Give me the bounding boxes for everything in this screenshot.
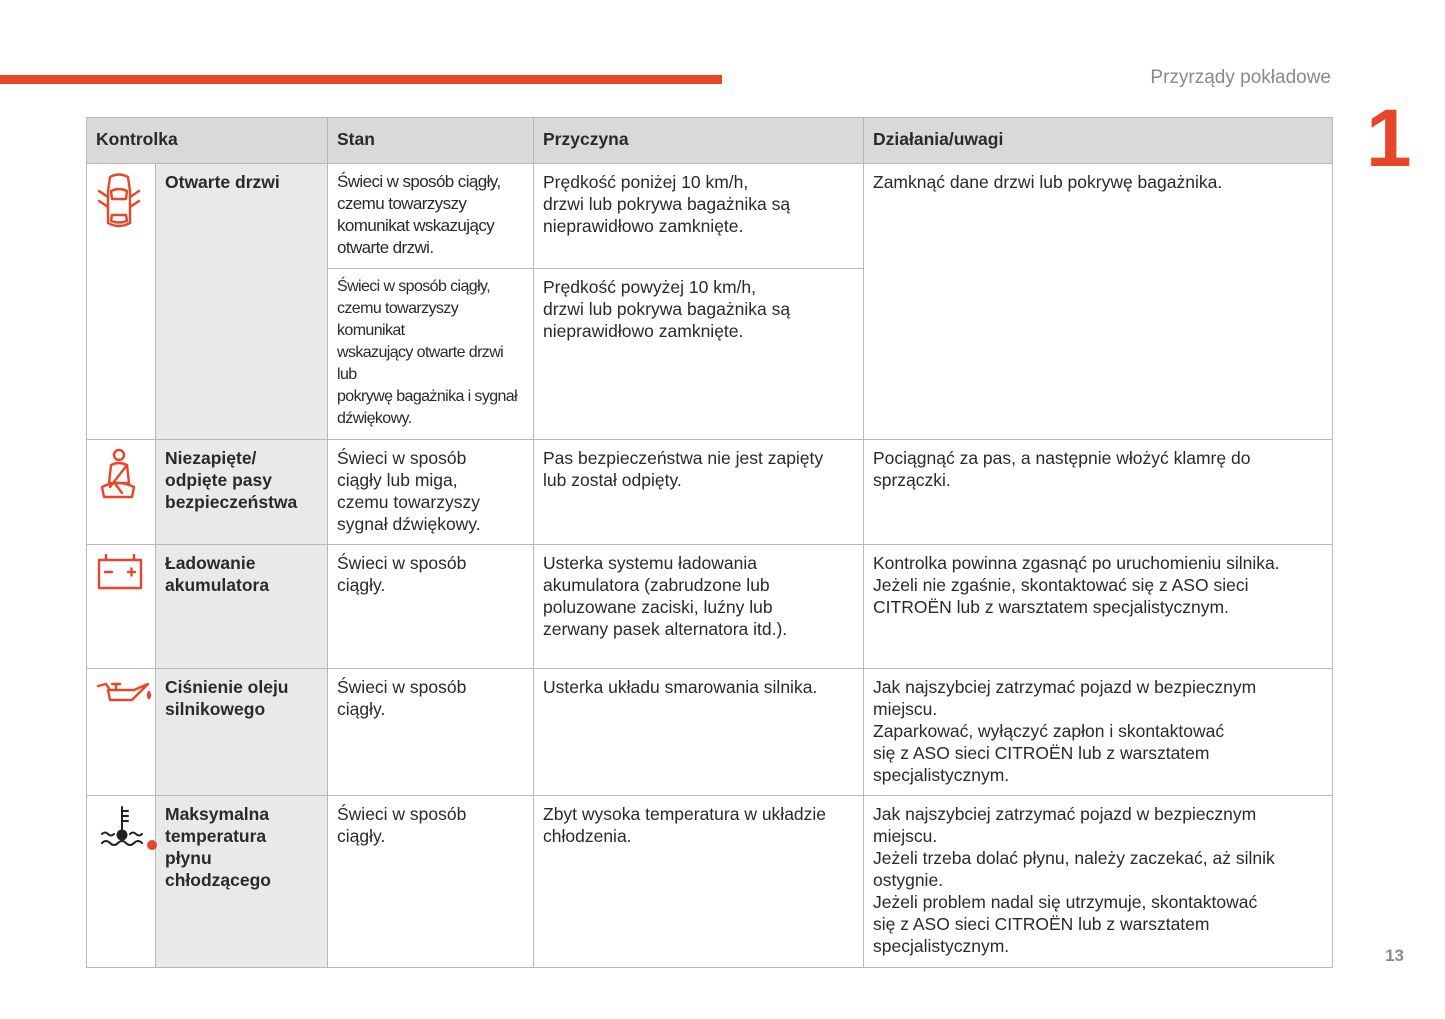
text-line: Świeci w sposób ciągły, [337,278,491,295]
icon-cell [87,796,156,968]
text-line: Jeżeli problem nadal się utrzymuje, skontaktować [873,892,1258,912]
stan-cell [328,669,534,796]
text-line: poluzowane zaciski, luźny lub [543,597,773,617]
text-line: zerwany pasek alternatora itd.). [543,619,788,639]
text-line: Pas bezpieczeństwa nie jest zapięty [543,448,824,468]
text-line: Świeci w sposób [337,553,467,573]
text-line: Prędkość powyżej 10 km/h, [543,277,757,297]
stan-cell [328,164,534,269]
row-name [156,669,328,796]
text-line: chłodzenia. [543,826,632,846]
text-line: się z ASO sieci CITROËN lub z warsztatem [873,914,1210,934]
przyczyna-cell [534,164,864,269]
text-line: ciągły. [337,826,386,846]
text-line: specjalistycznym. [873,936,1010,956]
header-dzialania: Działania/uwagi [864,118,1333,164]
oil-pressure-icon [96,676,152,706]
stan-cell [328,440,534,545]
table-row [87,164,1333,269]
text-line: wskazujący otwarte drzwi lub [337,344,504,383]
text-line: dźwiękowy. [337,410,412,427]
text-line: Ładowanie [165,553,256,573]
przyczyna-cell [534,796,864,968]
text-line: Niezapięte/ [165,448,257,468]
open-door-icon [96,171,142,233]
table-row [87,796,1333,968]
text-line: nieprawidłowo zamknięte. [543,216,744,236]
text-line: Maksymalna [165,804,270,824]
text-line: miejscu. [873,699,938,719]
text-line: czemu towarzyszy komunikat [337,300,459,339]
icon-cell [87,545,156,669]
text-line: ciągły. [337,699,386,719]
text-line: lub został odpięty. [543,470,682,490]
text-line: Jeżeli nie zgaśnie, skontaktować się z ASO sieci [873,575,1249,595]
text-line: sygnał dźwiękowy. [337,514,481,534]
przyczyna-cell [534,269,864,440]
text-line: temperatura [165,826,267,846]
top-accent-bar [0,75,722,84]
text-line: Usterka systemu ładowania [543,553,757,573]
icon-cell [87,164,156,440]
text-line: Świeci w sposób [337,677,467,697]
text-line: akumulatora [165,575,270,595]
text-line: Usterka układu smarowania silnika. [543,677,818,697]
text-line: Jak najszybciej zatrzymać pojazd w bezpiecznym [873,804,1257,824]
text-line: sprzączki. [873,470,951,490]
dzialania-cell [864,164,1333,440]
text-line: Świeci w sposób [337,804,467,824]
text-line: Zaparkować, wyłączyć zapłon i skontaktować [873,721,1225,741]
dzialania-cell [864,440,1333,545]
table-row [87,440,1333,545]
text-line: odpięte pasy [165,470,272,490]
header-stan: Stan [328,118,534,164]
stan-cell [328,796,534,968]
row-name [156,545,328,669]
text-line: ostygnie. [873,870,944,890]
table-row [87,669,1333,796]
stan-cell [328,269,534,440]
dzialania-cell [864,669,1333,796]
text-line: czemu towarzyszy [337,194,467,213]
text-line: CITROËN lub z warsztatem specjalistycznym. [873,597,1229,617]
section-title: Przyrządy pokładowe [1150,67,1331,88]
text-line: Zbyt wysoka temperatura w układzie [543,804,827,824]
text-line: Świeci w sposób [337,448,467,468]
row-name [156,796,328,968]
icon-cell [87,669,156,796]
coolant-temperature-icon [96,803,158,855]
text-line: drzwi lub pokrywa bagażnika są [543,299,791,319]
text-line: Świeci w sposób ciągły, [337,172,501,191]
text-line: bezpieczeństwa [165,492,298,512]
przyczyna-cell [534,669,864,796]
header-kontrolka: Kontrolka [87,118,328,164]
text-line: ciągły lub miga, [337,470,458,490]
text-line: Prędkość poniżej 10 km/h, [543,172,749,192]
text-line: komunikat wskazujący [337,216,495,235]
warning-lights-table [86,117,1333,968]
text-line: drzwi lub pokrywa bagażnika są [543,194,791,214]
text-line: ciągły. [337,575,386,595]
page-number: 13 [1385,946,1404,965]
stan-cell [328,545,534,669]
icon-cell [87,440,156,545]
seatbelt-icon [96,447,140,501]
text-line: Ciśnienie oleju [165,677,289,697]
table-header-row [87,118,1333,164]
row-name: Otwarte drzwi [156,164,328,440]
dzialania-cell [864,545,1333,669]
przyczyna-cell [534,440,864,545]
text-line: miejscu. [873,826,938,846]
text-line: Kontrolka powinna zgasnąć po uruchomieniu silnika. [873,553,1280,573]
battery-icon [96,552,144,592]
text-line: czemu towarzyszy [337,492,480,512]
przyczyna-cell [534,545,864,669]
text-line: pokrywę bagażnika i sygnał [337,388,518,405]
header-przyczyna: Przyczyna [534,118,864,164]
dzialania-cell [864,796,1333,968]
text-line: akumulatora (zabrudzone lub [543,575,770,595]
text-line: nieprawidłowo zamknięte. [543,321,744,341]
table-row [87,545,1333,669]
row-name [156,440,328,545]
text-line: Zamknąć dane drzwi lub pokrywę bagażnika. [873,172,1223,192]
text-line: specjalistycznym. [873,765,1010,785]
chapter-number: 1 [1366,93,1412,184]
text-line: Pociągnąć za pas, a następnie włożyć klamrę do [873,448,1251,468]
text-line: płynu [165,848,212,868]
text-line: Jeżeli trzeba dolać płynu, należy zaczekać, aż silnik [873,848,1275,868]
text-line: Jak najszybciej zatrzymać pojazd w bezpiecznym [873,677,1257,697]
text-line: chłodzącego [165,870,271,890]
text-line: się z ASO sieci CITROËN lub z warsztatem [873,743,1210,763]
text-line: silnikowego [165,699,266,719]
text-line: otwarte drzwi. [337,238,434,257]
